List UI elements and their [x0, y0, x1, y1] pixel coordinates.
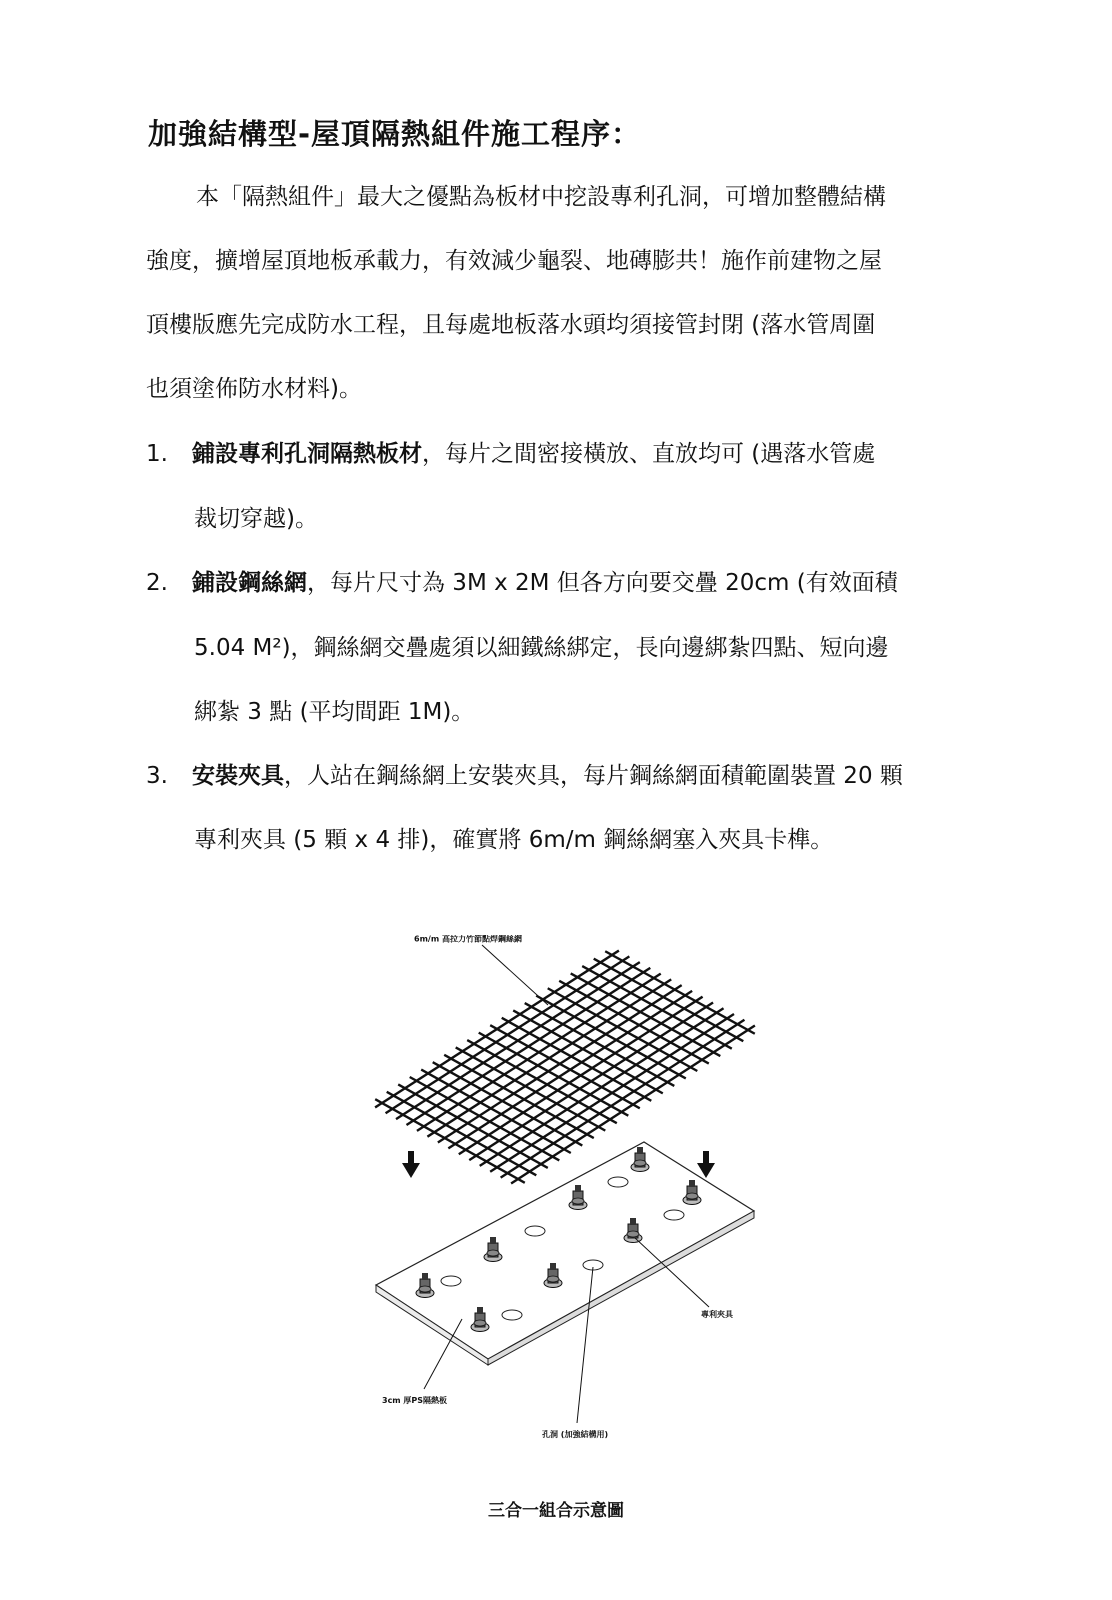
- step-2-heading: 鋪設鋼絲網: [192, 570, 307, 596]
- intro-line-4: 也須塗佈防水材料)。: [146, 376, 362, 402]
- mesh-wire: [433, 1062, 583, 1145]
- mesh-wire: [502, 1018, 652, 1101]
- step-2-line-3: 綁紮 3 點 (平均間距 1M)。: [194, 699, 475, 725]
- mesh-wire: [410, 1077, 560, 1160]
- step-2-line-1: [192, 568, 898, 598]
- step-1-line-1: [192, 439, 875, 469]
- mesh-wire: [513, 1010, 663, 1093]
- clamp-label: 專利夾具: [701, 1310, 733, 1319]
- mesh-wire: [467, 1040, 617, 1123]
- mesh-wire: [398, 1084, 548, 1167]
- step-3-line-1: [192, 761, 903, 791]
- mesh-wire: [421, 1070, 571, 1153]
- hole-label: 孔洞 (加強結構用): [542, 1430, 609, 1439]
- intro-line-3: 頂樓版應先完成防水工程，且每處地板落水頭均須接管封閉 (落水管周圍: [146, 312, 876, 338]
- step-1-number: 1.: [146, 441, 168, 467]
- wire-mesh: [375, 951, 755, 1184]
- step-3-number: 3.: [146, 763, 168, 789]
- board-hole: [525, 1226, 545, 1236]
- step-3-text: ，人站在鋼絲網上安裝夾具，每片鋼絲網面積範圍裝置 20 顆: [284, 763, 903, 789]
- intro-line-2: 強度，擴增屋頂地板承載力，有效減少龜裂、地磚膨共！施作前建物之屋: [146, 248, 882, 274]
- board-hole: [441, 1276, 461, 1286]
- board-hole: [502, 1310, 522, 1320]
- down-arrow-right-icon: [697, 1151, 715, 1178]
- mesh-wire: [490, 1025, 640, 1108]
- mesh-wire: [375, 1099, 525, 1183]
- board-hole: [608, 1177, 628, 1187]
- step-3-line-2: 專利夾具 (5 顆 x 4 排)，確實將 6m/m 鋼絲網塞入夾具卡榫。: [194, 827, 834, 853]
- mesh-wire: [525, 1003, 675, 1086]
- mesh-wire: [536, 996, 686, 1079]
- mesh-wire: [479, 1033, 629, 1116]
- mesh-wire: [444, 1055, 594, 1138]
- board-hole: [664, 1210, 684, 1220]
- step-1-text: ，每片之間密接橫放、直放均可 (遇落水管處: [422, 441, 876, 467]
- figure-caption: 三合一組合示意圖: [488, 1501, 624, 1521]
- assembly-diagram: [370, 935, 810, 1455]
- step-2-number: 2.: [146, 570, 168, 596]
- mesh-wire: [548, 988, 698, 1071]
- ps-insulation-board: [376, 1142, 754, 1365]
- step-1-line-2: 裁切穿越)。: [194, 506, 318, 532]
- step-2-line-2: 5.04 M²)，鋼絲網交疊處須以細鐵絲綁定，長向邊綁紮四點、短向邊: [194, 635, 889, 661]
- down-arrow-left-icon: [402, 1151, 420, 1178]
- step-3-heading: 安裝夾具: [192, 763, 284, 789]
- mesh-label: 6m/m 高拉力竹節點焊鋼絲網: [414, 935, 522, 944]
- intro-line-1: 本「隔熱組件」最大之優點為板材中挖設專利孔洞，可增加整體結構: [196, 184, 886, 210]
- step-2-text: ，每片尺寸為 3M x 2M 但各方向要交疊 20cm (有效面積: [307, 570, 898, 596]
- step-1-heading: 鋪設專利孔洞隔熱板材: [192, 441, 422, 467]
- page-title: 加強結構型-屋頂隔熱組件施工程序：: [148, 117, 642, 151]
- mesh-wire: [456, 1047, 606, 1130]
- board-label: 3cm 厚PS隔熱板: [382, 1396, 448, 1405]
